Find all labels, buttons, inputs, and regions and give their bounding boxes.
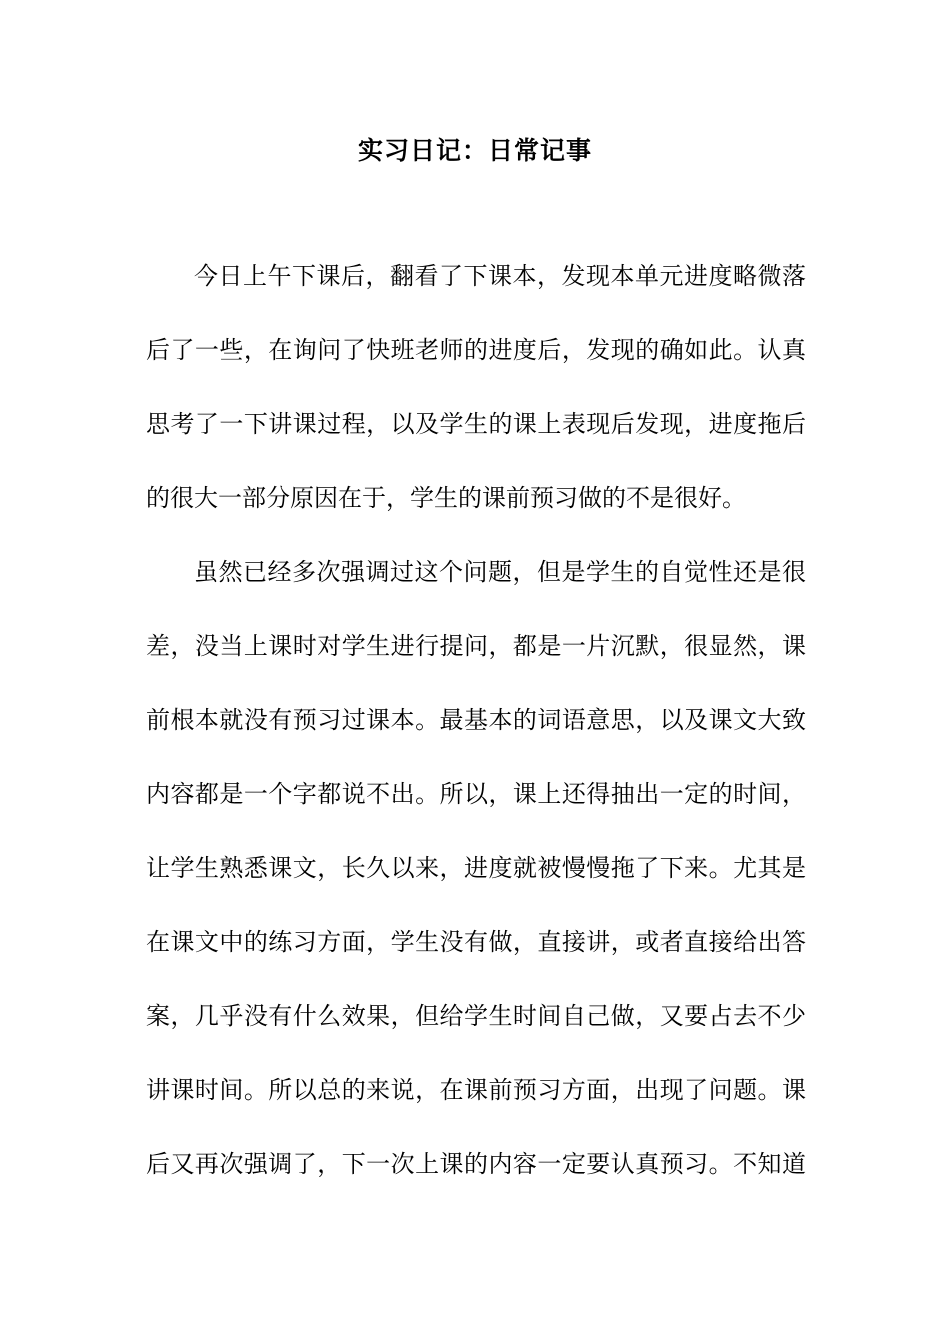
paragraph-2-line-8: 讲课时间。所以总的来说，在课前预习方面，出现了问题。课: [146, 1076, 806, 1104]
paragraph-2-line-7: 案，几乎没有什么效果，但给学生时间自己做，又要占去不少: [146, 1002, 806, 1030]
paragraph-2-line-3: 前根本就没有预习过课本。最基本的词语意思，以及课文大致: [146, 706, 806, 734]
paragraph-2-line-6: 在课文中的练习方面，学生没有做，直接讲，或者直接给出答: [146, 928, 806, 956]
document-body: [146, 254, 806, 1216]
paragraph-2-line-2: 差，没当上课时对学生进行提问，都是一片沉默，很显然，课: [146, 632, 806, 660]
paragraph-1-line-4: 的很大一部分原因在于，学生的课前预习做的不是很好。: [146, 484, 746, 512]
paragraph-2-line-4: 内容都是一个字都说不出。所以，课上还得抽出一定的时间，: [146, 780, 806, 808]
document-title: 实习日记：日常记事: [357, 136, 592, 165]
paragraph-2-line-5: 让学生熟悉课文，长久以来，进度就被慢慢拖了下来。尤其是: [146, 854, 806, 882]
paragraph-1-line-2: 后了一些，在询问了快班老师的进度后，发现的确如此。认真: [146, 336, 806, 364]
paragraph-1-line-1: 今日上午下课后，翻看了下课本，发现本单元进度略微落: [194, 262, 806, 290]
paragraph-2-line-9: 后又再次强调了，下一次上课的内容一定要认真预习。不知道: [146, 1150, 806, 1178]
paragraph-2-line-1: 虽然已经多次强调过这个问题，但是学生的自觉性还是很: [194, 558, 806, 586]
paragraph-1-line-3: 思考了一下讲课过程，以及学生的课上表现后发现，进度拖后: [146, 410, 806, 438]
